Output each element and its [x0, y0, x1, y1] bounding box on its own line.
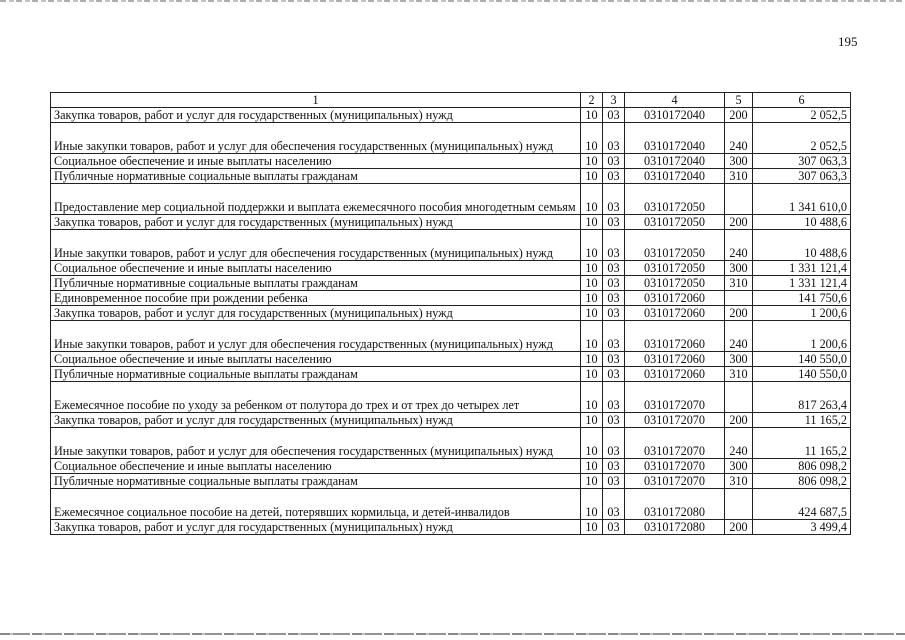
row-subsection: 03 — [603, 489, 625, 520]
row-target-code: 0310172050 — [625, 261, 725, 276]
row-section: 10 — [581, 428, 603, 459]
column-header: 6 — [753, 93, 851, 108]
row-section: 10 — [581, 352, 603, 367]
table-row — [51, 276, 851, 291]
row-amount: 307 063,3 — [753, 169, 851, 184]
row-target-code: 0310172050 — [625, 184, 725, 215]
row-section: 10 — [581, 154, 603, 169]
table-row — [51, 352, 851, 367]
row-description: Публичные нормативные социальные выплаты гражданам — [51, 474, 581, 489]
row-section: 10 — [581, 291, 603, 306]
table-row — [51, 459, 851, 474]
row-description: Закупка товаров, работ и услуг для государственных (муниципальных) нужд — [51, 215, 581, 230]
scan-edge-top — [0, 0, 905, 2]
row-description: Публичные нормативные социальные выплаты гражданам — [51, 169, 581, 184]
row-subsection: 03 — [603, 306, 625, 321]
row-target-code: 0310172080 — [625, 520, 725, 535]
table-row — [51, 474, 851, 489]
row-expense-type: 310 — [725, 169, 753, 184]
row-amount: 1 341 610,0 — [753, 184, 851, 215]
row-description: Закупка товаров, работ и услуг для государственных (муниципальных) нужд — [51, 108, 581, 123]
row-description: Социальное обеспечение и иные выплаты населению — [51, 154, 581, 169]
row-amount: 1 331 121,4 — [753, 276, 851, 291]
row-description: Предоставление мер социальной поддержки и выплата ежемесячного пособия многодетным семьям — [51, 184, 581, 215]
column-header: 4 — [625, 93, 725, 108]
row-section: 10 — [581, 306, 603, 321]
row-amount: 806 098,2 — [753, 474, 851, 489]
table-row — [51, 184, 851, 215]
row-section: 10 — [581, 459, 603, 474]
table-row — [51, 520, 851, 535]
column-header: 2 — [581, 93, 603, 108]
row-expense-type: 200 — [725, 413, 753, 428]
row-description: Иные закупки товаров, работ и услуг для обеспечения государственных (муниципальных) нужд — [51, 321, 581, 352]
table-row — [51, 215, 851, 230]
row-expense-type — [725, 489, 753, 520]
row-section: 10 — [581, 321, 603, 352]
row-description: Иные закупки товаров, работ и услуг для обеспечения государственных (муниципальных) нужд — [51, 230, 581, 261]
table-row — [51, 428, 851, 459]
row-section: 10 — [581, 184, 603, 215]
row-description: Иные закупки товаров, работ и услуг для обеспечения государственных (муниципальных) нужд — [51, 123, 581, 154]
row-expense-type: 310 — [725, 367, 753, 382]
row-amount: 11 165,2 — [753, 413, 851, 428]
row-subsection: 03 — [603, 474, 625, 489]
row-description: Закупка товаров, работ и услуг для государственных (муниципальных) нужд — [51, 413, 581, 428]
row-expense-type: 200 — [725, 306, 753, 321]
row-expense-type: 200 — [725, 215, 753, 230]
row-target-code: 0310172060 — [625, 291, 725, 306]
row-subsection: 03 — [603, 230, 625, 261]
row-description: Социальное обеспечение и иные выплаты населению — [51, 261, 581, 276]
row-amount: 11 165,2 — [753, 428, 851, 459]
row-amount: 806 098,2 — [753, 459, 851, 474]
row-subsection: 03 — [603, 382, 625, 413]
column-header: 5 — [725, 93, 753, 108]
row-target-code: 0310172040 — [625, 169, 725, 184]
row-section: 10 — [581, 169, 603, 184]
table-body — [51, 93, 851, 535]
row-target-code: 0310172070 — [625, 459, 725, 474]
scan-edge-bottom — [0, 633, 905, 635]
table-row — [51, 230, 851, 261]
column-header: 3 — [603, 93, 625, 108]
table-row — [51, 382, 851, 413]
row-target-code: 0310172070 — [625, 413, 725, 428]
row-expense-type: 240 — [725, 230, 753, 261]
row-target-code: 0310172050 — [625, 230, 725, 261]
table-row — [51, 123, 851, 154]
row-description: Социальное обеспечение и иные выплаты населению — [51, 352, 581, 367]
row-expense-type: 300 — [725, 459, 753, 474]
row-amount: 141 750,6 — [753, 291, 851, 306]
row-target-code: 0310172070 — [625, 474, 725, 489]
row-expense-type — [725, 291, 753, 306]
row-subsection: 03 — [603, 413, 625, 428]
row-amount: 2 052,5 — [753, 108, 851, 123]
row-subsection: 03 — [603, 154, 625, 169]
row-description: Иные закупки товаров, работ и услуг для обеспечения государственных (муниципальных) нужд — [51, 428, 581, 459]
row-description: Публичные нормативные социальные выплаты гражданам — [51, 367, 581, 382]
row-target-code: 0310172040 — [625, 108, 725, 123]
row-amount: 1 200,6 — [753, 321, 851, 352]
row-amount: 1 200,6 — [753, 306, 851, 321]
row-description: Публичные нормативные социальные выплаты гражданам — [51, 276, 581, 291]
row-expense-type — [725, 382, 753, 413]
table-row — [51, 261, 851, 276]
row-expense-type: 300 — [725, 352, 753, 367]
table-row — [51, 321, 851, 352]
table-row — [51, 489, 851, 520]
row-section: 10 — [581, 108, 603, 123]
row-amount: 10 488,6 — [753, 215, 851, 230]
row-subsection: 03 — [603, 261, 625, 276]
row-subsection: 03 — [603, 108, 625, 123]
row-section: 10 — [581, 474, 603, 489]
row-section: 10 — [581, 520, 603, 535]
row-subsection: 03 — [603, 459, 625, 474]
row-subsection: 03 — [603, 321, 625, 352]
row-subsection: 03 — [603, 184, 625, 215]
row-expense-type — [725, 184, 753, 215]
row-subsection: 03 — [603, 428, 625, 459]
row-subsection: 03 — [603, 123, 625, 154]
row-target-code: 0310172060 — [625, 306, 725, 321]
table-row — [51, 154, 851, 169]
table-row — [51, 306, 851, 321]
row-expense-type: 200 — [725, 108, 753, 123]
row-expense-type: 300 — [725, 261, 753, 276]
row-description: Социальное обеспечение и иные выплаты населению — [51, 459, 581, 474]
page-number: 195 — [838, 34, 858, 49]
table-row — [51, 108, 851, 123]
row-amount: 1 331 121,4 — [753, 261, 851, 276]
row-expense-type: 240 — [725, 428, 753, 459]
row-section: 10 — [581, 123, 603, 154]
row-amount: 2 052,5 — [753, 123, 851, 154]
row-target-code: 0310172060 — [625, 321, 725, 352]
row-section: 10 — [581, 230, 603, 261]
row-target-code: 0310172040 — [625, 154, 725, 169]
row-description: Ежемесячное социальное пособие на детей, потерявших кормильца, и детей-инвалидов — [51, 489, 581, 520]
row-target-code: 0310172070 — [625, 382, 725, 413]
row-amount: 3 499,4 — [753, 520, 851, 535]
row-expense-type: 240 — [725, 123, 753, 154]
row-description: Закупка товаров, работ и услуг для государственных (муниципальных) нужд — [51, 306, 581, 321]
row-target-code: 0310172040 — [625, 123, 725, 154]
row-target-code: 0310172050 — [625, 276, 725, 291]
row-subsection: 03 — [603, 520, 625, 535]
row-expense-type: 310 — [725, 276, 753, 291]
row-section: 10 — [581, 382, 603, 413]
row-target-code: 0310172060 — [625, 367, 725, 382]
row-target-code: 0310172080 — [625, 489, 725, 520]
row-section: 10 — [581, 261, 603, 276]
column-header: 1 — [51, 93, 581, 108]
row-target-code: 0310172060 — [625, 352, 725, 367]
row-expense-type: 240 — [725, 321, 753, 352]
row-expense-type: 200 — [725, 520, 753, 535]
row-section: 10 — [581, 489, 603, 520]
row-section: 10 — [581, 215, 603, 230]
row-subsection: 03 — [603, 169, 625, 184]
row-amount: 140 550,0 — [753, 367, 851, 382]
row-section: 10 — [581, 413, 603, 428]
row-amount: 140 550,0 — [753, 352, 851, 367]
row-section: 10 — [581, 276, 603, 291]
row-expense-type: 310 — [725, 474, 753, 489]
row-subsection: 03 — [603, 291, 625, 306]
row-subsection: 03 — [603, 367, 625, 382]
row-amount: 424 687,5 — [753, 489, 851, 520]
row-target-code: 0310172070 — [625, 428, 725, 459]
table-row — [51, 413, 851, 428]
row-amount: 817 263,4 — [753, 382, 851, 413]
row-amount: 307 063,3 — [753, 154, 851, 169]
row-description: Закупка товаров, работ и услуг для государственных (муниципальных) нужд — [51, 520, 581, 535]
row-description: Ежемесячное пособие по уходу за ребенком от полутора до трех и от трех до четырех лет — [51, 382, 581, 413]
table-row — [51, 367, 851, 382]
budget-table — [50, 92, 851, 535]
table-row — [51, 291, 851, 306]
row-expense-type: 300 — [725, 154, 753, 169]
row-subsection: 03 — [603, 215, 625, 230]
table-row — [51, 169, 851, 184]
row-section: 10 — [581, 367, 603, 382]
table-header-row — [51, 93, 851, 108]
row-subsection: 03 — [603, 352, 625, 367]
row-subsection: 03 — [603, 276, 625, 291]
row-amount: 10 488,6 — [753, 230, 851, 261]
row-description: Единовременное пособие при рождении ребенка — [51, 291, 581, 306]
row-target-code: 0310172050 — [625, 215, 725, 230]
